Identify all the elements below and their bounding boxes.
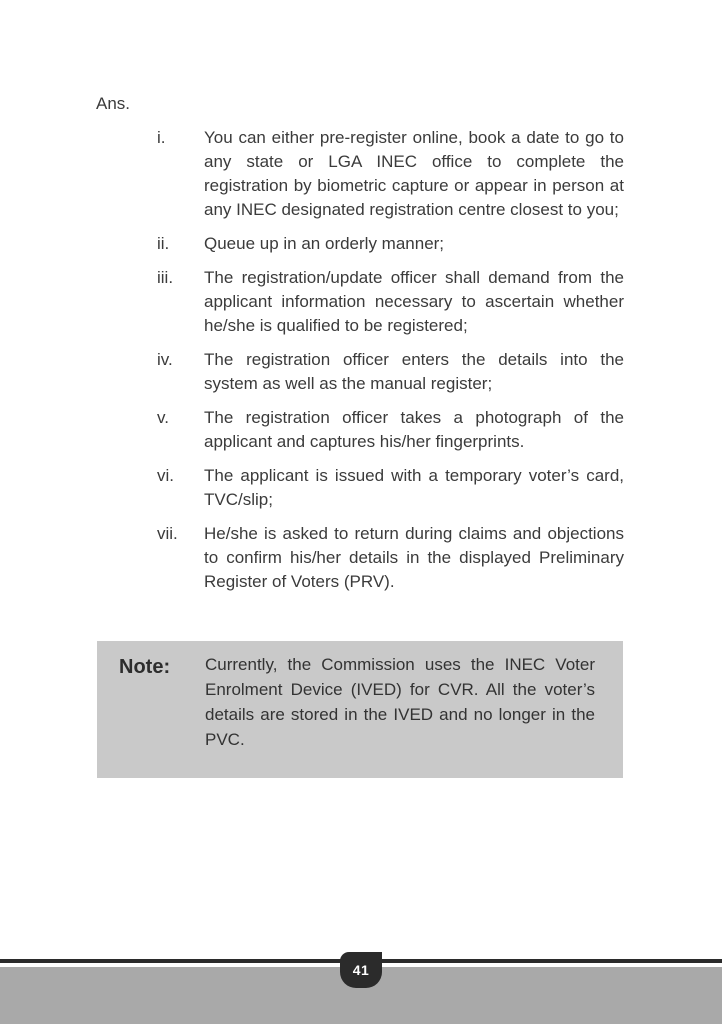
page-number: 41: [352, 962, 370, 978]
list-item-numeral: ii.: [157, 234, 170, 253]
list-item-text: You can either pre-register online, book a date to go to any state or LGA INEC office to complete the registration by biometric capture or appear in person at any INEC designated registration centre closest to you;: [204, 128, 624, 219]
list-item: [157, 522, 624, 594]
list-item-text: The registration/update officer shall demand from the applicant information necessary to ascertain whether he/she is qualified to be registered;: [204, 268, 624, 335]
list-item-numeral: vii.: [157, 524, 178, 543]
note-text: Currently, the Commission uses the INEC Voter Enrolment Device (IVED) for CVR. All the voter’s details are stored in the IVED and no longer in the PVC.: [205, 655, 595, 749]
note-label: Note:: [119, 656, 171, 678]
note-box: [97, 641, 623, 778]
list-item-text: He/she is asked to return during claims and objections to confirm his/her details in the displayed Preliminary Register of Voters (PRV).: [204, 524, 624, 591]
list-item-numeral: v.: [157, 408, 169, 427]
list-item-text: The registration officer takes a photograph of the applicant and captures his/her fingerprints.: [204, 408, 624, 451]
page-number-badge: [340, 952, 382, 988]
list-item-text: The applicant is issued with a temporary voter’s card, TVC/slip;: [204, 466, 624, 509]
list-item: [157, 406, 624, 454]
list-item: [157, 232, 624, 256]
list-item-text: The registration officer enters the details into the system as well as the manual register;: [204, 350, 624, 393]
list-item: [157, 266, 624, 338]
list-item-text: Queue up in an orderly manner;: [204, 234, 445, 253]
list-item-numeral: iii.: [157, 268, 174, 287]
list-item: [157, 464, 624, 512]
answer-label: Ans.: [96, 94, 131, 113]
list-item-numeral: iv.: [157, 350, 173, 369]
list-item: [157, 126, 624, 222]
list-item-numeral: i.: [157, 128, 166, 147]
list-item: [157, 348, 624, 396]
list-item-numeral: vi.: [157, 466, 174, 485]
answer-list: [157, 126, 624, 604]
